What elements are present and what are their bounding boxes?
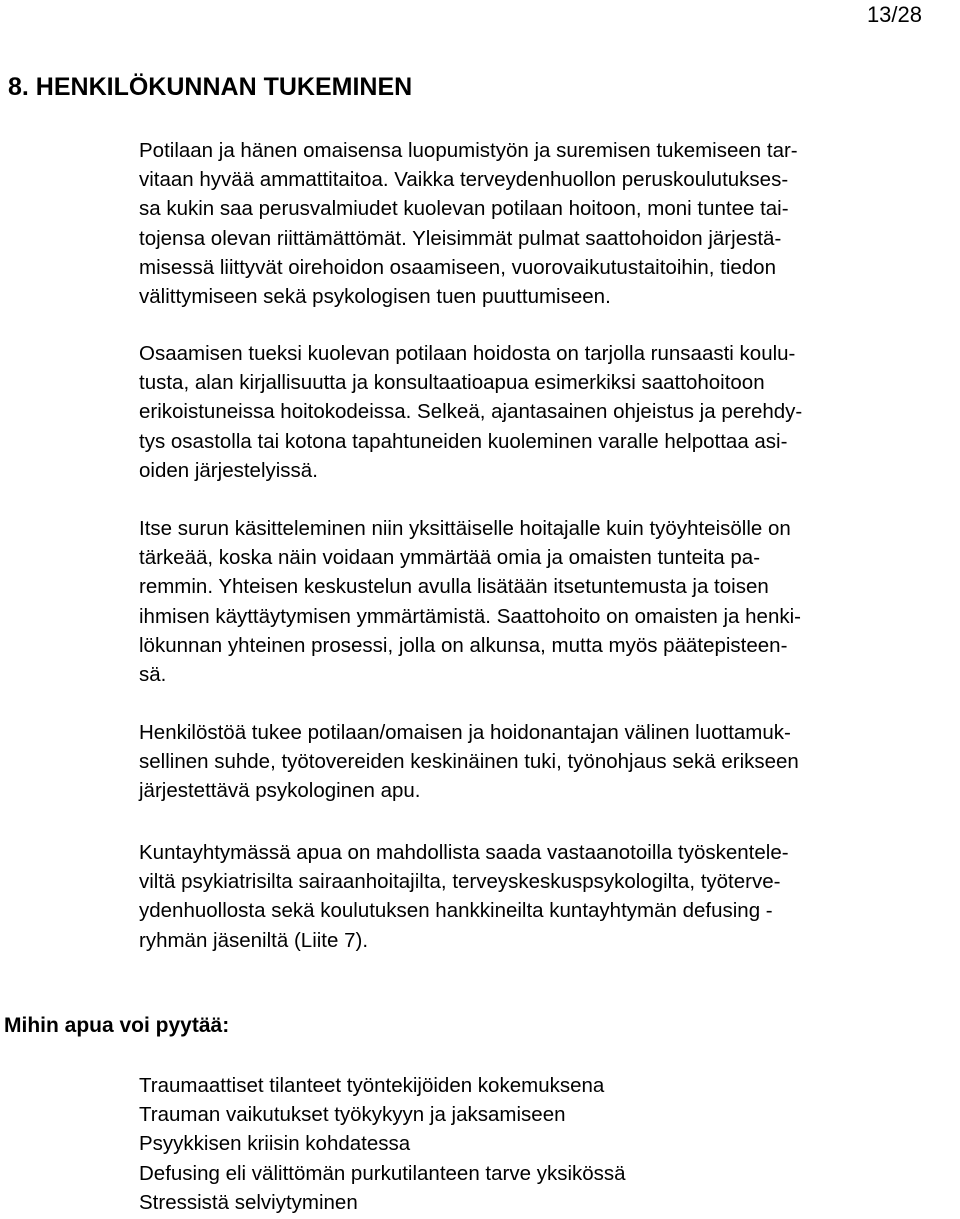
paragraph-line: Potilaan ja hänen omaisensa luopumistyön ja suremisen tukemiseen tar- xyxy=(139,139,798,162)
paragraph-line: lökunnan yhteinen prosessi, jolla on alkunsa, mutta myös päätepisteen- xyxy=(139,633,788,657)
paragraph-line: järjestettävä psykologinen apu. xyxy=(139,779,421,803)
paragraph-line: Osaamisen tueksi kuolevan potilaan hoidosta on tarjolla runsaasti koulu- xyxy=(139,342,796,365)
paragraph-line: tusta, alan kirjallisuutta ja konsultaatioapua esimerkiksi saattohoitoon xyxy=(139,371,765,395)
help-list-item: Trauman vaikutukset työkykyyn ja jaksamiseen xyxy=(139,1103,566,1127)
help-list-item: Stressistä selviytyminen xyxy=(139,1190,358,1214)
paragraph-luopumistyo xyxy=(139,136,798,311)
paragraph-line: tojensa olevan riittämättömät. Yleisimmät pulmat saattohoidon järjestä- xyxy=(139,226,782,250)
help-list-item: Psyykkisen kriisin kohdatessa xyxy=(139,1132,411,1156)
paragraph-line: misessä liittyvät oirehoidon osaamiseen, vuorovaikutustaitoihin, tiedon xyxy=(139,255,776,279)
paragraph-line: viltä psykiatrisilta sairaanhoitajilta, terveyskeskuspsykologilta, työterve- xyxy=(139,870,781,894)
help-list-item: Defusing eli välittömän purkutilanteen tarve yksikössä xyxy=(139,1161,626,1185)
help-list xyxy=(139,1071,626,1217)
paragraph-line: Henkilöstöä tukee potilaan/omaisen ja hoidonantajan välinen luottamuk- xyxy=(139,721,791,744)
help-list-item: Traumaattiset tilanteet työntekijöiden kokemuksena xyxy=(139,1074,605,1097)
paragraph-line: vitaan hyvää ammattitaitoa. Vaikka terveydenhuollon peruskoulutukses- xyxy=(139,168,789,192)
paragraph-line: ryhmän jäseniltä (Liite 7). xyxy=(139,928,369,952)
paragraph-line: remmin. Yhteisen keskustelun avulla lisätään itsetuntemusta ja toisen xyxy=(139,575,769,599)
paragraph-line: Kuntayhtymässä apua on mahdollista saada vastaanotoilla työskentele- xyxy=(139,841,789,864)
paragraph-henkilostoa-tukee xyxy=(139,718,799,806)
paragraph-line: tys osastolla tai kotona tapahtuneiden kuoleminen varalle helpottaa asi- xyxy=(139,429,788,453)
paragraph-surun-kasitteleminen xyxy=(139,514,801,689)
paragraph-line: erikoistuneissa hoitokodeissa. Selkeä, ajantasainen ohjeistus ja perehdy- xyxy=(139,400,803,424)
paragraph-line: Itse surun käsitteleminen niin yksittäiselle hoitajalle kuin työyhteisölle on xyxy=(139,517,791,540)
section-heading: 8. HENKILÖKUNNAN TUKEMINEN xyxy=(8,73,413,101)
paragraph-line: ydenhuollosta sekä koulutuksen hankkineilta kuntayhtymän defusing - xyxy=(139,899,773,923)
help-heading: Mihin apua voi pyytää: xyxy=(4,1014,230,1037)
paragraph-line: sa kukin saa perusvalmiudet kuolevan potilaan hoitoon, moni tuntee tai- xyxy=(139,197,789,221)
paragraph-line: sellinen suhde, työtovereiden keskinäinen tuki, työnohjaus sekä erikseen xyxy=(139,750,799,774)
page-number: 13/28 xyxy=(866,2,922,27)
paragraph-osaamisen-tueksi xyxy=(139,339,802,485)
paragraph-line: sä. xyxy=(139,663,167,687)
paragraph-line: välittymiseen sekä psykologisen tuen puuttumiseen. xyxy=(139,285,611,309)
paragraph-line: ihmisen käyttäytymisen ymmärtämistä. Saattohoito on omaisten ja henki- xyxy=(139,604,801,628)
paragraph-line: oiden järjestelyissä. xyxy=(139,458,318,482)
paragraph-line: tärkeää, koska näin voidaan ymmärtää omia ja omaisten tunteita pa- xyxy=(139,546,761,570)
paragraph-kuntayhtyma xyxy=(139,838,789,955)
